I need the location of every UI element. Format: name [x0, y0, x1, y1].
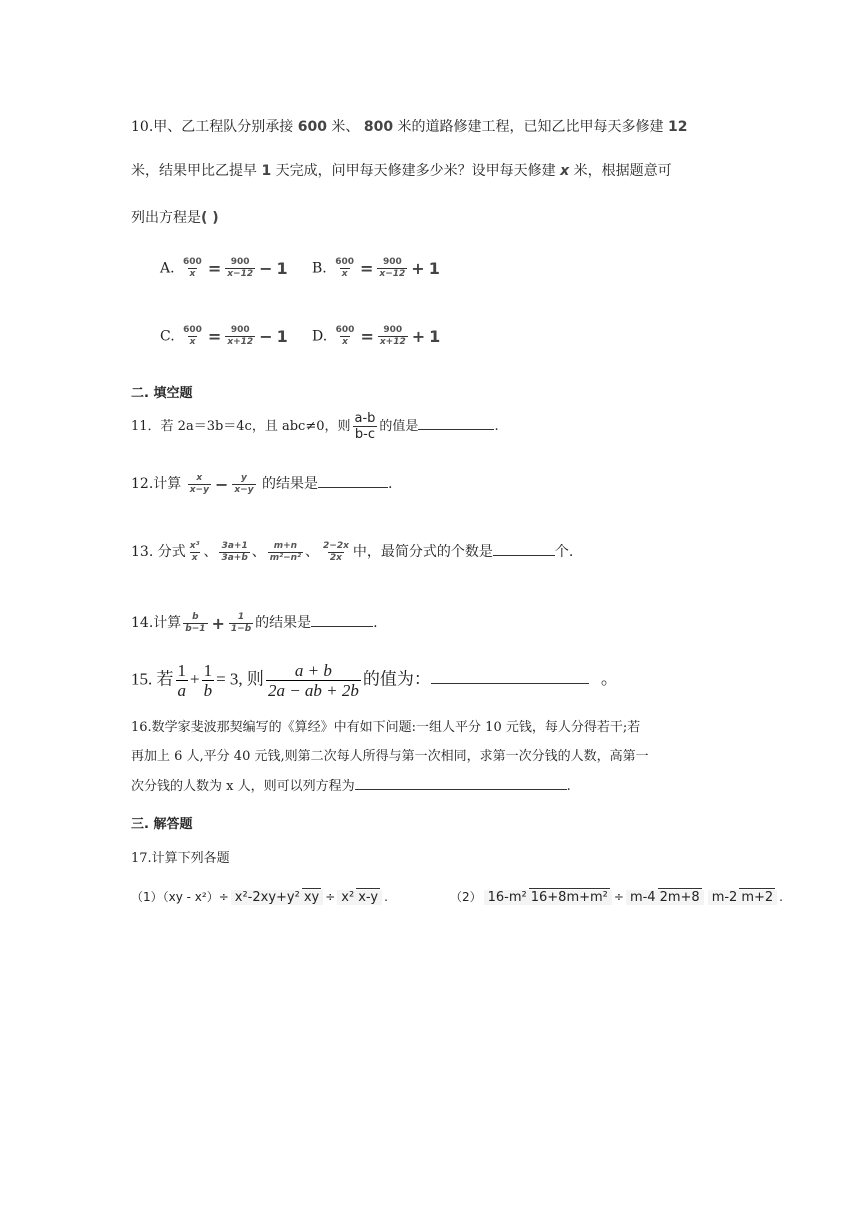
q10-option-a[interactable]: A. $\frac{600}{x}$ = $\frac{900}{x-12}$ − 1 — [160, 257, 288, 279]
section-3-heading: 三. 解答题 — [131, 817, 193, 832]
q16-line1: 16.数学家斐波那契编写的《算经》中有如下问题:一组人平分 10 元钱，每人分得若干;若 — [131, 720, 641, 735]
q17-title: 17.计算下列各题 — [131, 851, 230, 866]
q13-answer-blank[interactable] — [493, 542, 555, 556]
q10-line2: 米，结果甲比乙提早 1 天完成，问甲每天修建多少米？设甲每天修建 x 米，根据题意可 — [131, 163, 672, 179]
section-2-heading: 二. 填空题 — [131, 386, 193, 401]
q14-answer-blank[interactable] — [311, 613, 373, 627]
q17-part2: （2） 16-m² 16+8m+m² ÷ m-4 2m+8 m-2 m+2 . — [450, 890, 783, 905]
q16-line2: 再加上 6 人,平分 40 元钱,则第二次每人所得与第一次相同，求第一次分钱的人数，高第一 — [131, 749, 649, 764]
q17-part1: （1）（xy - x²）÷ x²-2xy+y² xy ÷ x² x-y . — [131, 890, 388, 905]
q11-answer-blank[interactable] — [418, 416, 494, 430]
q16-line3: 次分钱的人数为 x 人，则可以列方程为 . — [131, 776, 571, 797]
q10-option-d[interactable]: D. $\frac{600}{x}$ = $\frac{900}{x+12}$ + 1 — [312, 325, 441, 347]
q13: 13. 分式 $\frac{\text{x³}}{x}$ 、 $\frac{3a+1}{3a+b}$ 、 $\frac{m+n}{\text{m²−n²}}$ 、 $\frac{2-2x}{2x}$ 中，最简分式的个数是 个. — [131, 540, 574, 563]
q12-answer-blank[interactable] — [318, 474, 388, 488]
q10-line1: 10.甲、乙工程队分别承接 600 米、 800 米的道路修建工程，已知乙比甲每天多修建 12 — [131, 119, 688, 135]
q15-answer-blank[interactable] — [431, 670, 589, 684]
q12: 12.计算 $\frac{x}{x-y}$ − $\frac{y}{x-y}$ 的结果是 . — [131, 472, 393, 495]
q10-option-c[interactable]: C. $\frac{600}{x}$ = $\frac{900}{x+12}$ − 1 — [160, 325, 288, 347]
q16-answer-blank[interactable] — [355, 776, 567, 790]
q15: 15. 若 $\frac{1}{a}$ + $\frac{1}{b}$ = 3, 则 $\frac{a + b}{2a - ab + 2b}$ 的值为： 。 — [131, 661, 618, 700]
q11: 11．若 2a＝3b＝4c，且 abc≠0，则 $\frac{a-b}{b-c}$ 的值是 . — [131, 411, 499, 442]
q10-option-b[interactable]: B. $\frac{600}{x}$ = $\frac{900}{x-12}$ + 1 — [312, 257, 440, 279]
q10-line3: 列出方程是( ) — [131, 210, 219, 226]
q14: 14.计算 $\frac{b}{b-1}$ + $\frac{1}{1-b}$ 的结果是 . — [131, 611, 378, 634]
